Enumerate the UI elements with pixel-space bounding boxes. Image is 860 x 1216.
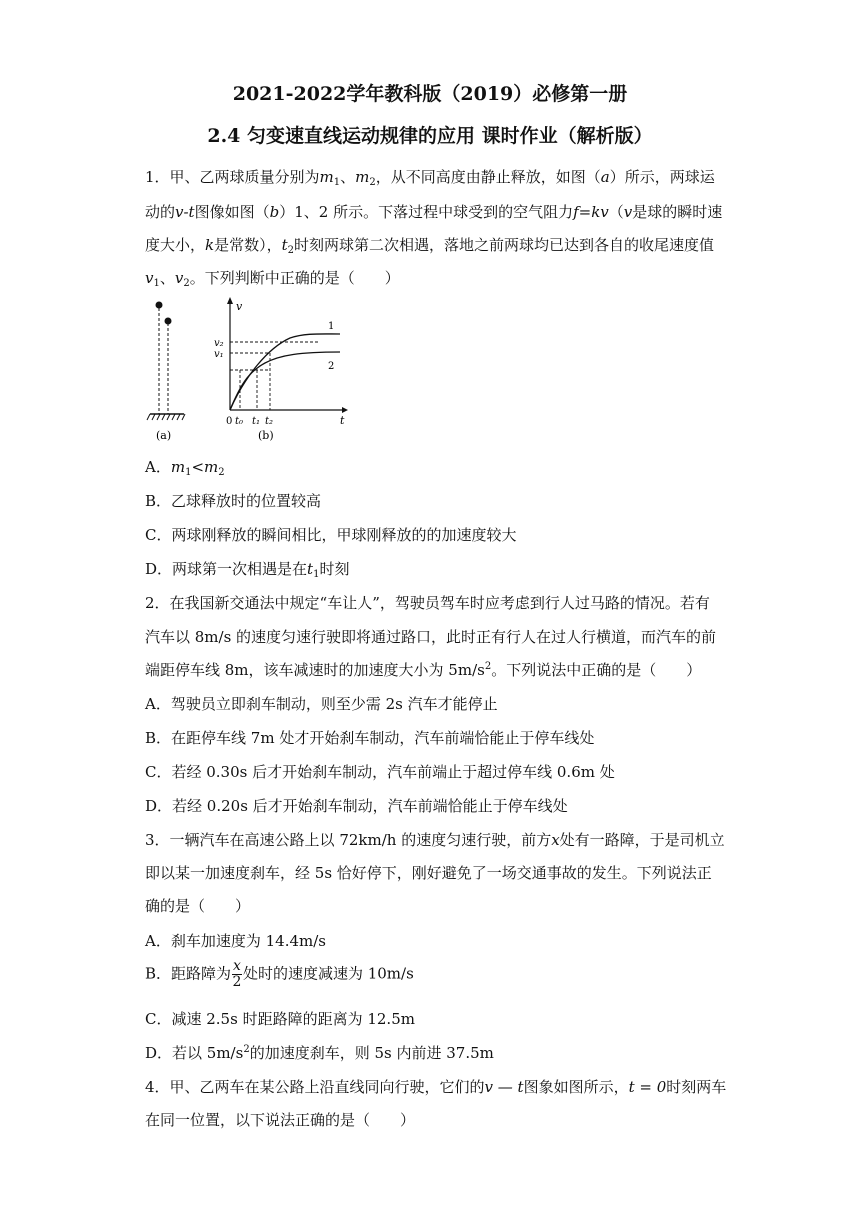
q2-line1: 2．在我国新交通法中规定“车让人”，驾驶员驾车时应考虑到行人过马路的情况。若有 <box>145 594 710 612</box>
q3-option-d: D．若以 $5m/s^2$的加速度刹车，则 5s 内前进 37.5m <box>145 1044 494 1062</box>
t2-label: t₂ <box>265 416 274 427</box>
q3-option-c: C．减速 2.5s 时距路障的距离为 12.5m <box>145 1010 415 1028</box>
q3-line2: 即以某一加速度刹车，经 5s 恰好停下，刚好避免了一场交通事故的发生。下列说法正 <box>145 864 712 882</box>
q1-line2: 动的v-t图像如图（b）1、2 所示。下落过程中球受到的空气阻力f=kv（v是球的瞬时速 <box>145 203 723 221</box>
origin-label: 0 <box>226 416 233 427</box>
q1-line1: 1．甲、乙两球质量分别为$m_1$、$m_2$，从不同高度由静止释放，如图（a）所示，两球运 <box>145 168 715 188</box>
q2-option-c: C．若经 0.30s 后才开始刹车制动，汽车前端止于超过停车线 0.6m 处 <box>145 763 615 781</box>
q3-option-b: B．距路障为 $\frac{x}{2}$ 处时的速度减速为 10m/s <box>145 958 414 990</box>
ball-yi <box>165 318 172 325</box>
label-a: (a) <box>156 429 172 442</box>
q2-option-b: B．在距停车线 7m 处才开始刹车制动，汽车前端恰能止于停车线处 <box>145 729 595 747</box>
figure-a-balls <box>147 302 185 443</box>
curve-1-label: 1 <box>328 321 335 332</box>
fraction-x-over-2: $\frac{x}{2}$ <box>232 958 242 990</box>
curve-1 <box>230 334 340 410</box>
v2-label: v₂ <box>214 338 224 349</box>
doc-title-line2: 2.4 匀变速直线运动规律的应用 课时作业（解析版） <box>207 125 653 147</box>
q2-option-d: D．若经 0.20s 后才开始刹车制动，汽车前端恰能止于停车线处 <box>145 797 568 815</box>
q3-line1: 3．一辆汽车在高速公路上以 72km/h 的速度匀速行驶，前方x处有一路障，于是司机立 <box>145 831 725 849</box>
q3-option-a: A．刹车加速度为 14.4m/s <box>145 932 326 950</box>
t0-label: t₀ <box>235 416 244 427</box>
q1-line3: 度大小，k是常数），$t_2$时刻两球第二次相遇，落地之前两球均已达到各自的收尾速度值 <box>145 236 715 256</box>
doc-title-line1: 2021-2022学年教科版（2019）必修第一册 <box>232 83 628 105</box>
q1-option-a: A．$m_1<m_2$ <box>145 458 225 478</box>
q3-line3: 确的是（ ） <box>145 897 251 915</box>
axis-t-label: t <box>340 414 345 427</box>
q1-option-b: B．乙球释放时的位置较高 <box>145 492 322 510</box>
q1-option-d: D．两球第一次相遇是在$t_1$时刻 <box>145 560 350 580</box>
t1-label: t₁ <box>252 416 261 427</box>
q2-line3: 端距停车线 8m，该车减速时的加速度大小为 $5m/s^2$。下列说法中正确的是（ ） <box>145 661 702 679</box>
q4-line2: 在同一位置，以下说法正确的是（ ） <box>145 1111 416 1129</box>
q1-option-c: C．两球刚释放的瞬间相比，甲球刚释放的的加速度较大 <box>145 526 517 544</box>
label-b: (b) <box>258 429 274 442</box>
q2-option-a: A．驾驶员立即刹车制动，则至少需 2s 汽车才能停止 <box>145 695 498 713</box>
q2-line2: 汽车以 8m/s 的速度匀速行驶即将通过路口，此时正有行人在过人行横道，而汽车的前 <box>145 628 717 646</box>
q4-line1: 4．甲、乙两车在某公路上沿直线同向行驶，它们的v — t图象如图所示，t = 0时刻两车 <box>145 1078 727 1096</box>
q1-line4: $v_1$、$v_2$。下列判断中正确的是（ ） <box>145 269 400 289</box>
figure-b-graph <box>214 297 348 442</box>
axis-v-label: v <box>236 300 243 313</box>
curve-2-label: 2 <box>328 361 335 372</box>
v1-label: v₁ <box>214 349 224 360</box>
ball-jia <box>156 302 163 309</box>
q1-figure <box>140 296 360 446</box>
curve-2 <box>230 352 340 410</box>
